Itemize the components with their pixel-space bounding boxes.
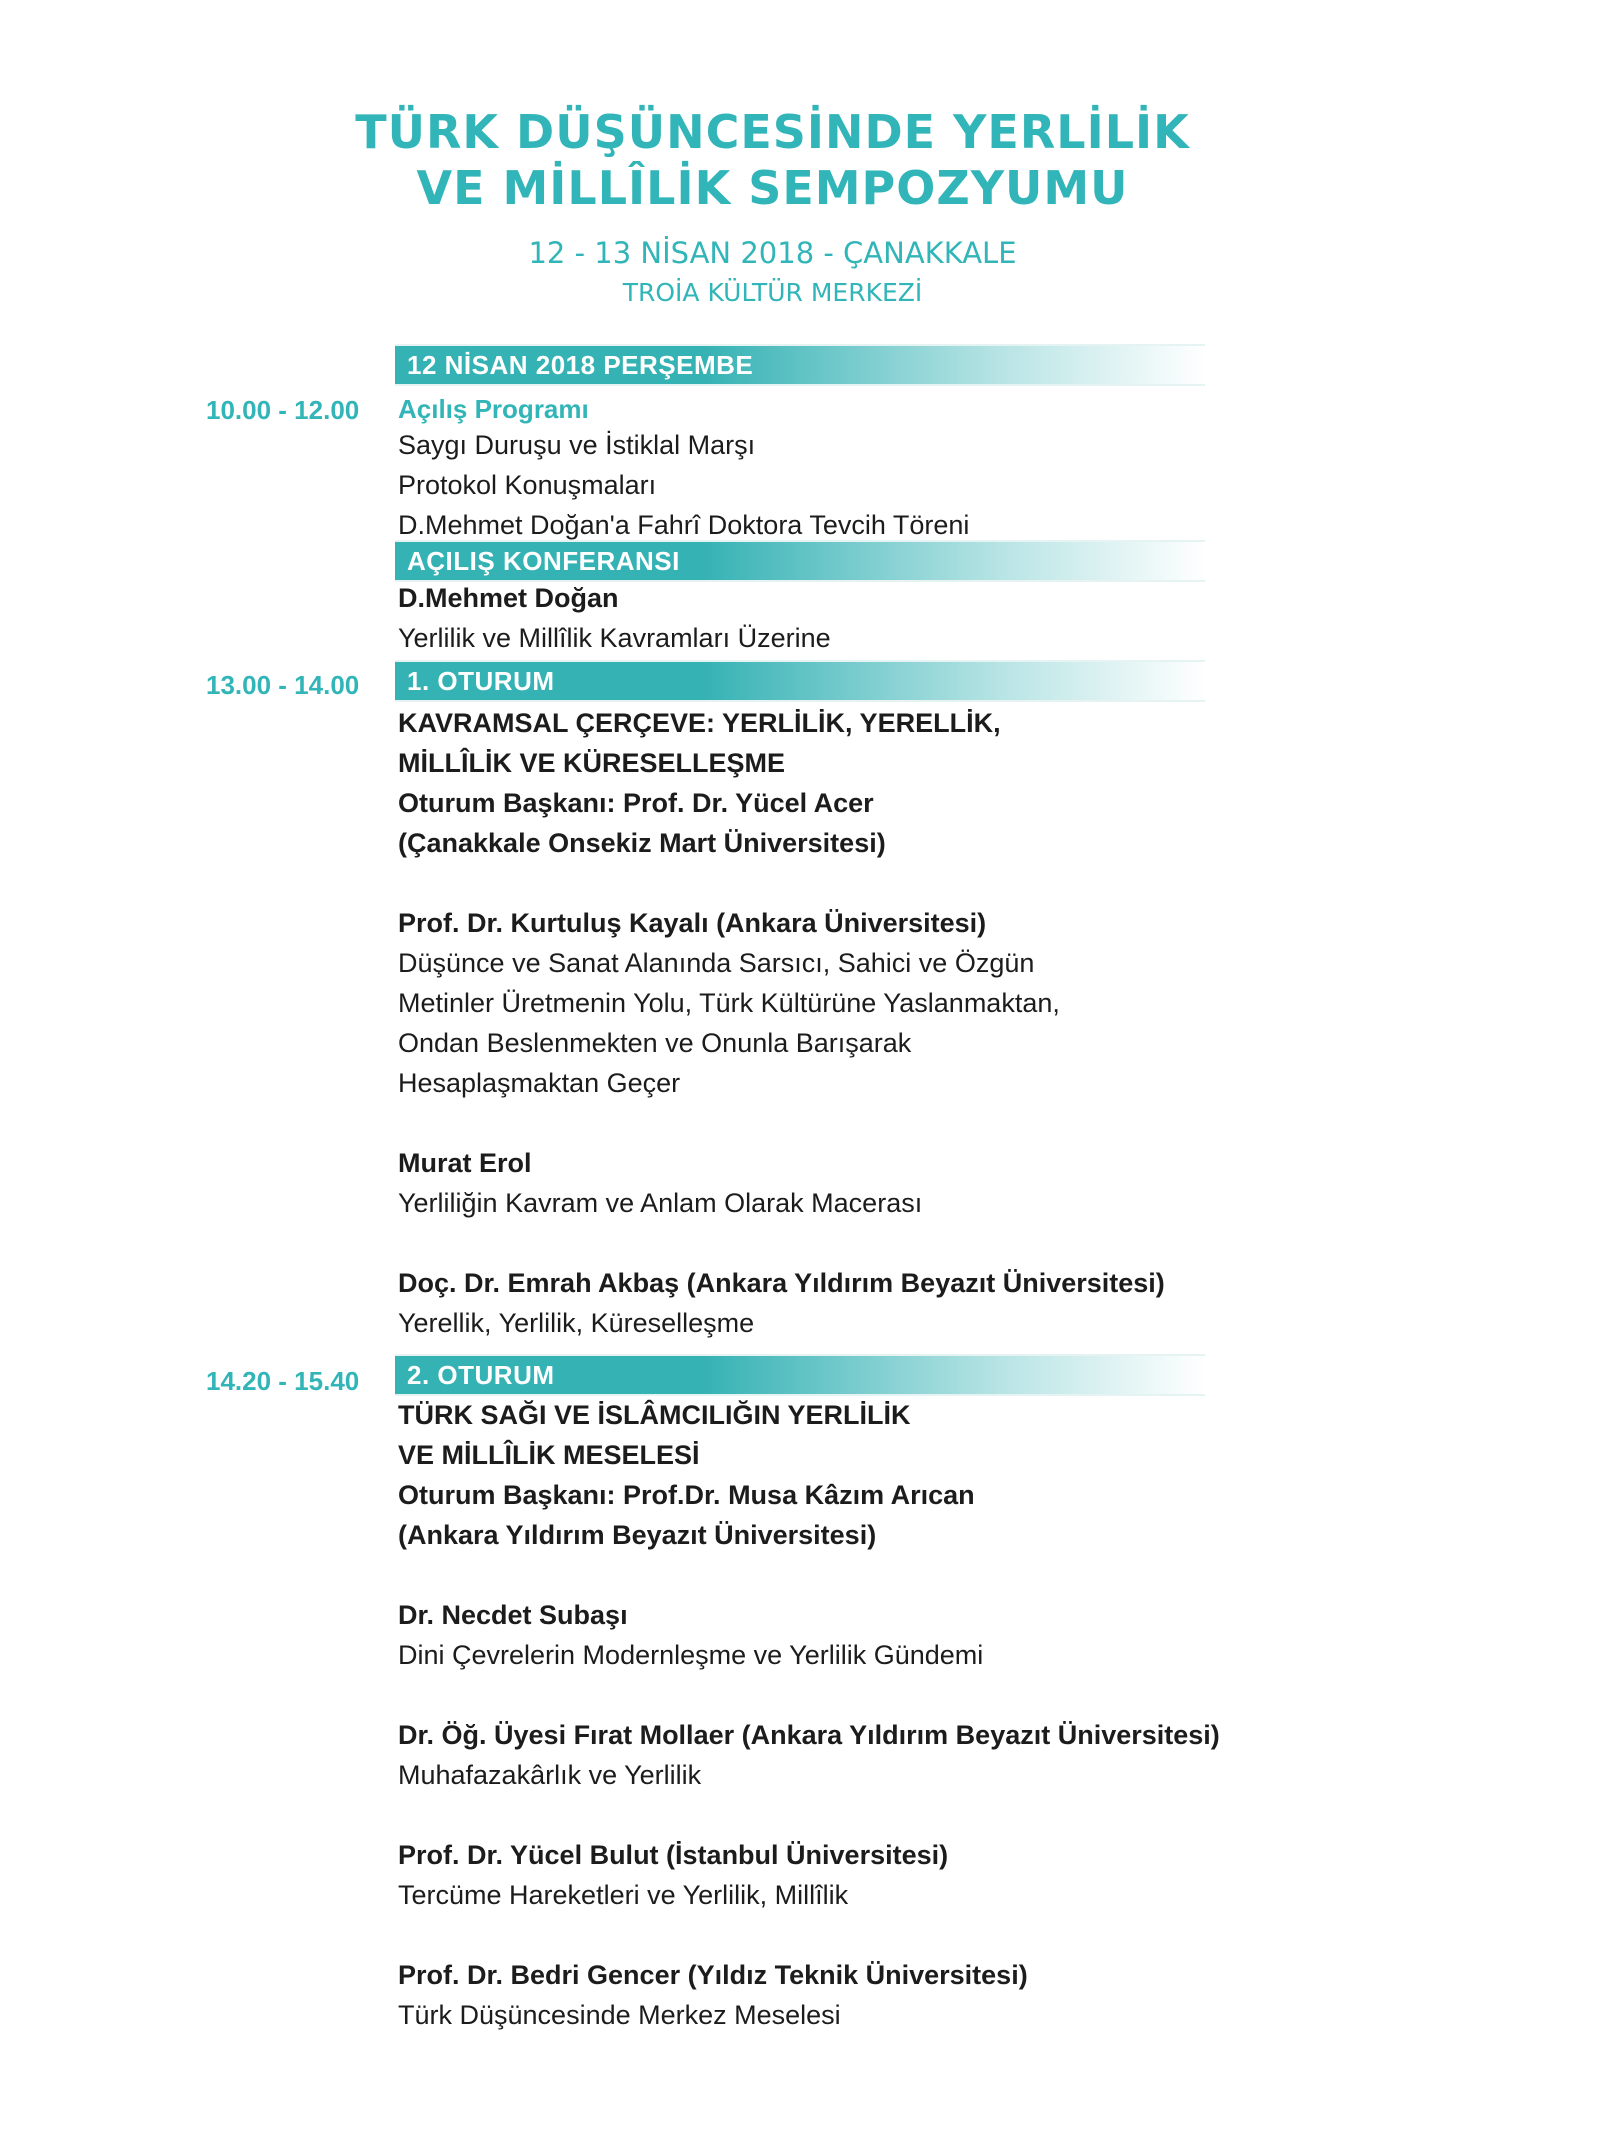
session2-band (395, 1354, 1205, 1396)
talk-title: Yerellik, Yerlilik, Küreselleşme (398, 1308, 755, 1338)
opening-time: 10.00 - 12.00 (206, 395, 360, 425)
day-band (395, 344, 1205, 386)
session2-chair: Oturum Başkanı: Prof.Dr. Musa Kâzım Arıcan (398, 1480, 975, 1510)
talk-title: Ondan Beslenmekten ve Onunla Barışarak (398, 1028, 912, 1058)
speaker-name: Murat Erol (398, 1148, 532, 1178)
title-line-2: VE MİLLÎLİK SEMPOZYUMU (416, 161, 1129, 215)
session2-theme: TÜRK SAĞI VE İSLÂMCILIĞIN YERLİLİK (398, 1400, 911, 1430)
session2-theme: VE MİLLÎLİK MESELESİ (398, 1440, 700, 1470)
talk-title: Hesaplaşmaktan Geçer (398, 1068, 681, 1098)
opening-item: Protokol Konuşmaları (398, 470, 657, 500)
talk-title: Düşünce ve Sanat Alanında Sarsıcı, Sahici ve Özgün (398, 948, 1035, 978)
conference-talk: Yerlilik ve Millîlik Kavramları Üzerine (398, 623, 831, 653)
venue: TROİA KÜLTÜR MERKEZİ (622, 278, 923, 307)
session1-theme: KAVRAMSAL ÇERÇEVE: YERLİLİK, YERELLİK, (398, 708, 1001, 738)
day-label: 12 NİSAN 2018 PERŞEMBE (407, 350, 754, 380)
speaker-name: Dr. Necdet Subaşı (398, 1600, 628, 1630)
session1-band (395, 660, 1205, 702)
conference-band (395, 540, 1205, 582)
speaker-name: Prof. Dr. Yücel Bulut (İstanbul Üniversitesi) (398, 1840, 949, 1870)
session1-chair: Oturum Başkanı: Prof. Dr. Yücel Acer (398, 788, 874, 818)
session1-label: 1. OTURUM (407, 666, 555, 696)
talk-title: Yerliliğin Kavram ve Anlam Olarak Macerası (398, 1188, 923, 1218)
talk-title: Metinler Üretmenin Yolu, Türk Kültürüne Yaslanmaktan, (398, 988, 1060, 1018)
session2-label: 2. OTURUM (407, 1360, 555, 1390)
speaker-name: Prof. Dr. Kurtuluş Kayalı (Ankara Üniversitesi) (398, 908, 987, 938)
conference-label: AÇILIŞ KONFERANSI (407, 546, 680, 576)
session1-time: 13.00 - 14.00 (206, 670, 360, 700)
session1-chair-affiliation: (Çanakkale Onsekiz Mart Üniversitesi) (398, 828, 886, 858)
opening-item: Saygı Duruşu ve İstiklal Marşı (398, 430, 756, 460)
conference-speaker: D.Mehmet Doğan (398, 583, 619, 613)
opening-item: D.Mehmet Doğan'a Fahrî Doktora Tevcih Töreni (398, 510, 970, 540)
talk-title: Tercüme Hareketleri ve Yerlilik, Millîlik (398, 1880, 849, 1910)
speaker-name: Prof. Dr. Bedri Gencer (Yıldız Teknik Üniversitesi) (398, 1960, 1028, 1990)
speaker-name: Doç. Dr. Emrah Akbaş (Ankara Yıldırım Beyazıt Üniversitesi) (398, 1268, 1165, 1298)
opening-title: Açılış Programı (398, 394, 589, 424)
title-line-1: TÜRK DÜŞÜNCESİNDE YERLİLİK (355, 105, 1190, 159)
talk-title: Dini Çevrelerin Modernleşme ve Yerlilik Gündemi (398, 1640, 984, 1670)
session2-chair-affiliation: (Ankara Yıldırım Beyazıt Üniversitesi) (398, 1520, 877, 1550)
date-place: 12 - 13 NİSAN 2018 - ÇANAKKALE (528, 236, 1017, 270)
talk-title: Türk Düşüncesinde Merkez Meselesi (398, 2000, 841, 2030)
speaker-name: Dr. Öğ. Üyesi Fırat Mollaer (Ankara Yıldırım Beyazıt Üniversitesi) (398, 1720, 1220, 1750)
talk-title: Muhafazakârlık ve Yerlilik (398, 1760, 702, 1790)
session2-time: 14.20 - 15.40 (206, 1366, 360, 1396)
session1-theme: MİLLÎLİK VE KÜRESELLEŞME (398, 748, 786, 778)
